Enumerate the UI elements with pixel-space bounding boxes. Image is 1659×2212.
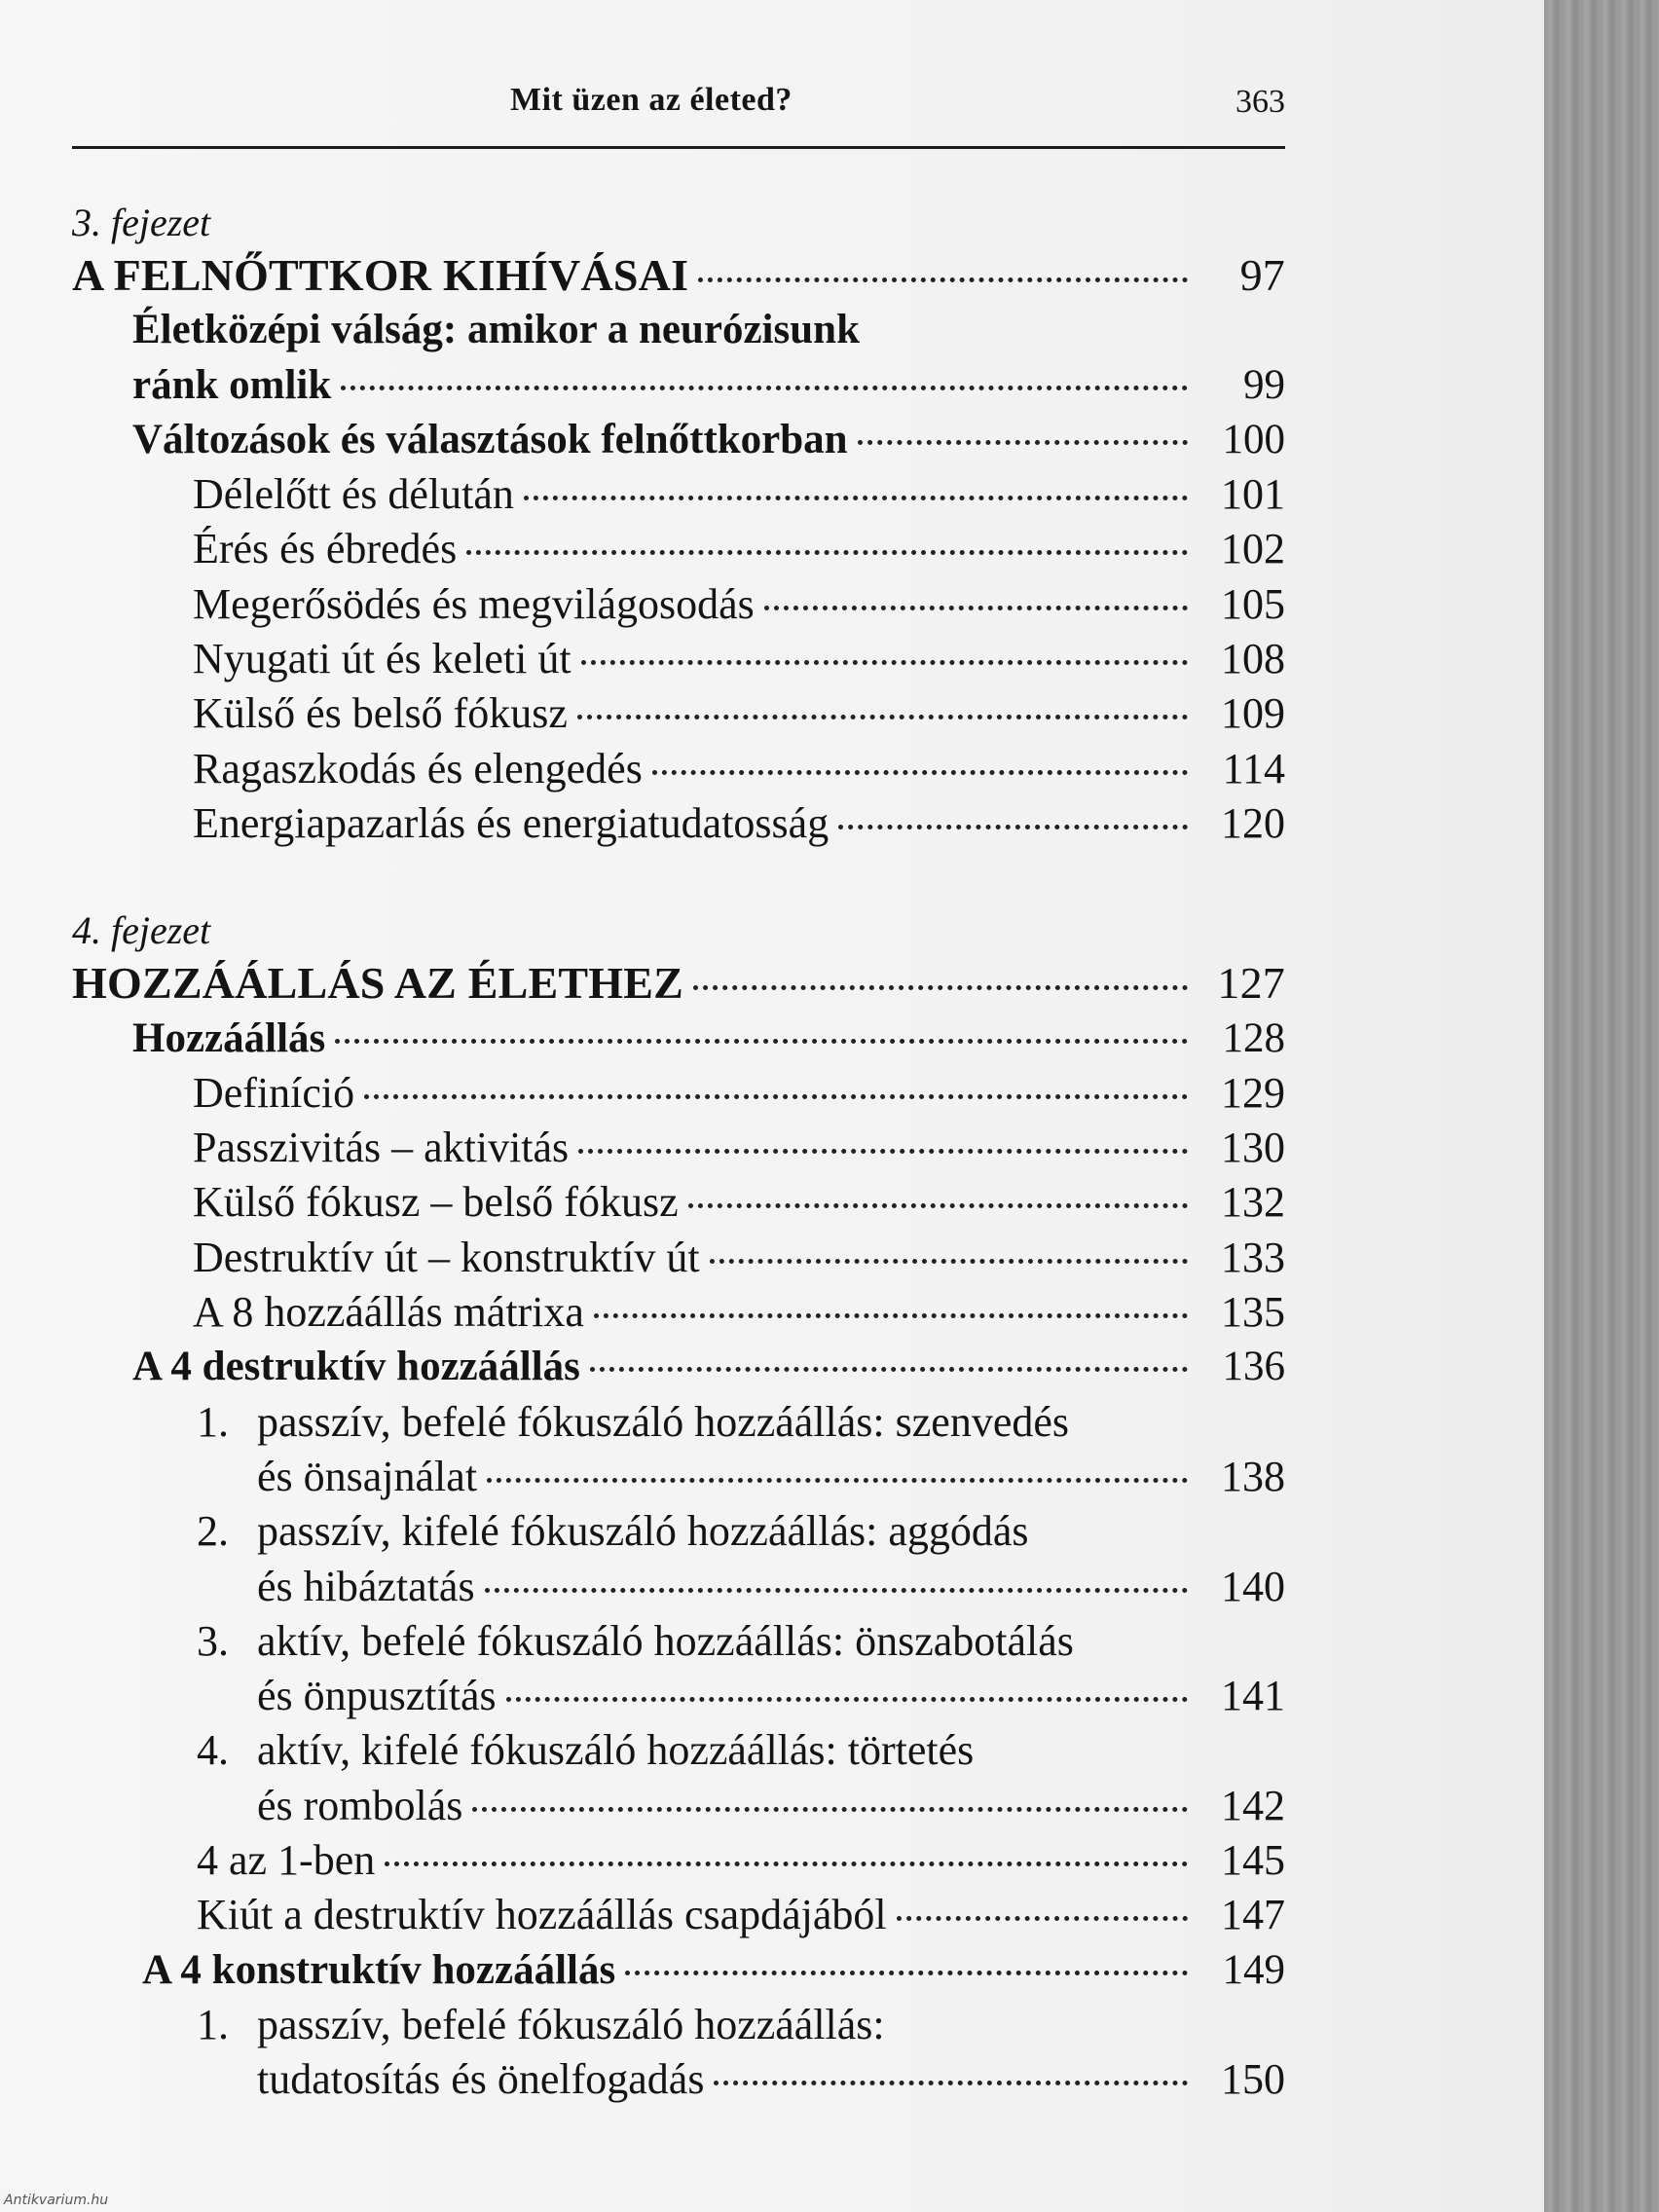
page-header bbox=[72, 78, 1285, 149]
leader-dots bbox=[577, 715, 1188, 719]
toc-entry-line1: 1. passzív, befelé fókuszáló hozzáállás: szenvedés bbox=[197, 1397, 1070, 1446]
chapter-label: 4. fejezet bbox=[72, 908, 211, 953]
toc-entry[interactable]: Destruktív út – konstruktív út 133 bbox=[193, 1233, 1285, 1281]
toc-entry[interactable]: Passzivitás – aktivitás 130 bbox=[193, 1124, 1285, 1172]
toc-entry-line1: 1. passzív, befelé fókuszáló hozzáállás: bbox=[197, 2000, 885, 2048]
leader-dots bbox=[578, 1149, 1188, 1154]
leader-dots bbox=[506, 1697, 1188, 1702]
toc-entry[interactable]: Ragaszkodás és elengedés 114 bbox=[193, 744, 1285, 793]
toc-entry[interactable]: Változások és választások felnőttkorban 100 bbox=[132, 416, 1285, 462]
toc-entry-line1: 2. passzív, kifelé fókuszáló hozzáállás: aggódás bbox=[197, 1507, 1029, 1556]
toc-entry[interactable]: és rombolás 142 bbox=[257, 1781, 1285, 1829]
toc-entry[interactable]: Nyugati út és keleti út 108 bbox=[193, 635, 1285, 683]
toc-entry-line1: Életközépi válság: amikor a neurózisunk bbox=[132, 307, 860, 353]
running-title: Mit üzen az életed? bbox=[510, 82, 793, 118]
toc-entry[interactable]: Hozzáállás 128 bbox=[132, 1014, 1285, 1061]
toc-entry-line1: 3. aktív, befelé fókuszáló hozzáállás: önszabotálás bbox=[197, 1616, 1074, 1665]
toc-entry[interactable]: és önsajnálat 138 bbox=[257, 1452, 1285, 1500]
toc-entry[interactable]: A 4 destruktív hozzáállás 136 bbox=[132, 1344, 1285, 1390]
leader-dots bbox=[472, 1807, 1188, 1812]
toc-entry[interactable]: 4 az 1-ben 145 bbox=[197, 1836, 1285, 1885]
leader-dots bbox=[590, 1367, 1188, 1372]
leader-dots bbox=[858, 440, 1188, 445]
leader-dots bbox=[581, 660, 1188, 665]
leader-dots bbox=[485, 1588, 1188, 1593]
page-number: 363 bbox=[1235, 84, 1285, 120]
toc-entry[interactable]: ránk omlik 99 bbox=[132, 361, 1285, 408]
toc-entry[interactable]: Külső fókusz – belső fókusz 132 bbox=[193, 1178, 1285, 1227]
toc-entry[interactable]: A 8 hozzáállás mátrixa 135 bbox=[193, 1288, 1285, 1337]
toc-content bbox=[72, 78, 1285, 2108]
toc-entry[interactable]: Külső és belső fókusz 109 bbox=[193, 689, 1285, 738]
leader-dots bbox=[364, 1094, 1188, 1099]
page-edge-stack bbox=[1544, 0, 1659, 2212]
leader-dots bbox=[698, 277, 1188, 282]
toc-entry[interactable]: A 4 konstruktív hozzáállás 149 bbox=[142, 1946, 1285, 1993]
leader-dots bbox=[341, 386, 1188, 390]
leader-dots bbox=[897, 1916, 1188, 1921]
toc-entry[interactable]: és hibáztatás 140 bbox=[257, 1562, 1285, 1610]
leader-dots bbox=[625, 1971, 1188, 1975]
leader-dots bbox=[594, 1313, 1188, 1318]
leader-dots bbox=[688, 1203, 1188, 1208]
chapter-label: 3. fejezet bbox=[72, 201, 211, 244]
toc-entry[interactable]: Kiút a destruktív hozzáállás csapdájából 147 bbox=[197, 1891, 1285, 1939]
leader-dots bbox=[487, 1478, 1188, 1483]
leader-dots bbox=[710, 1259, 1188, 1264]
leader-dots bbox=[466, 550, 1188, 555]
leader-dots bbox=[652, 770, 1188, 775]
toc-entry[interactable]: Délelőtt és délután 101 bbox=[193, 470, 1285, 519]
leader-dots bbox=[385, 1862, 1188, 1866]
watermark: Antikvarium.hu bbox=[4, 2193, 109, 2208]
toc-entry[interactable]: és önpusztítás 141 bbox=[257, 1672, 1285, 1720]
toc-entry[interactable]: tudatosítás és önelfogadás 150 bbox=[257, 2055, 1285, 2104]
toc-entry[interactable]: Érés és ébredés 102 bbox=[193, 525, 1285, 573]
leader-dots bbox=[714, 2081, 1188, 2085]
toc-chapter-title[interactable]: HOZZÁÁLLÁS AZ ÉLETHEZ 127 bbox=[72, 958, 1285, 1009]
leader-dots bbox=[335, 1039, 1188, 1044]
toc-chapter-title[interactable]: A FELNŐTTKOR KIHÍVÁSAI 97 bbox=[72, 250, 1285, 300]
toc-entry[interactable]: Energiapazarlás és energiatudatosság 120 bbox=[193, 798, 1285, 847]
leader-dots bbox=[524, 496, 1188, 500]
toc-entry[interactable]: Megerősödés és megvilágosodás 105 bbox=[193, 579, 1285, 628]
toc-entry[interactable]: Definíció 129 bbox=[193, 1068, 1285, 1117]
leader-dots bbox=[764, 606, 1188, 610]
leader-dots bbox=[693, 985, 1188, 990]
leader-dots bbox=[838, 825, 1188, 830]
toc-entry-line1: 4. aktív, kifelé fókuszáló hozzáállás: törtetés bbox=[197, 1726, 975, 1775]
